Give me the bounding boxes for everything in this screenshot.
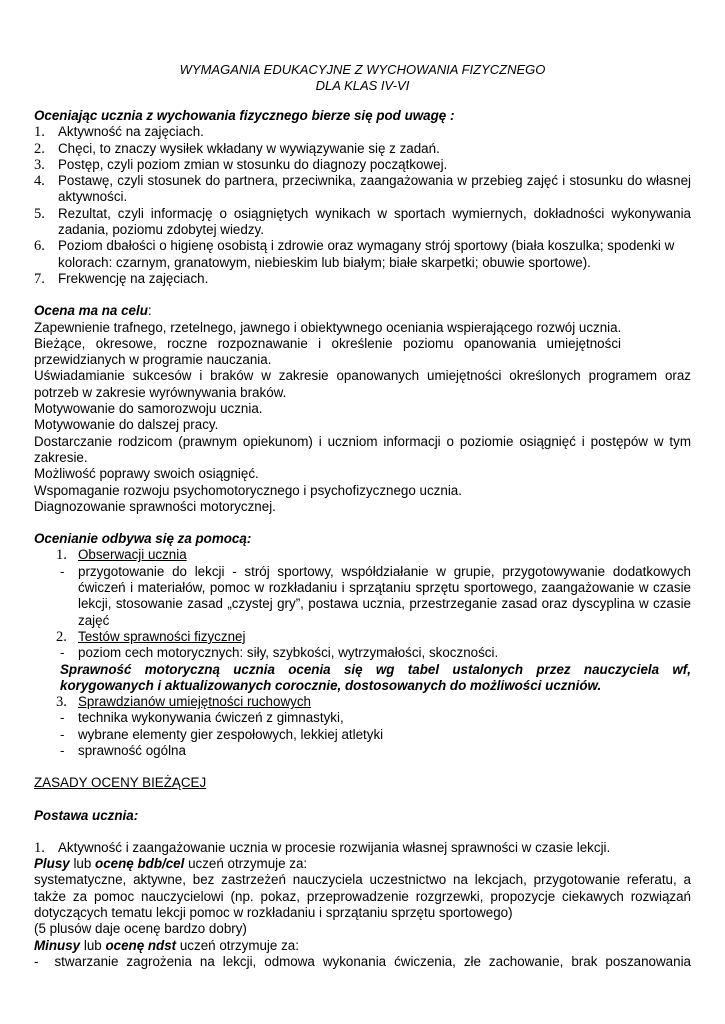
list-item: 3. Postęp, czyli poziom zmian w stosunku do diagnozy początkowej. <box>34 156 448 173</box>
section-goals-heading: Ocena ma na celu: <box>34 303 152 319</box>
goal-line: Uświadamianie sukcesów i braków w zakresie opanowanych umiejętności określonych programem oraz potrzeb w zakresie wyrównywania braków. <box>34 368 691 400</box>
section-methods-heading: Ocenianie odbywa się za pomocą: <box>34 531 252 547</box>
section-assessment-criteria-heading: Oceniając ucznia z wychowania fizycznego bierze się pod uwagę : <box>34 108 455 123</box>
list-item: 4. Postawę, czyli stosunek do partnera, przeciwnika, zaangażowania w przebieg zajęć i stosunku do własnej aktywności. <box>34 173 691 205</box>
document-title <box>34 62 691 94</box>
title-line-2: DLA KLAS IV-VI <box>315 78 410 93</box>
method-fitness-tests-detail: - poziom cech motorycznych: siły, szybkości, wytrzymałości, skoczności. <box>60 645 499 661</box>
minus-rule-heading: Minusy lub ocenę ndst uczeń otrzymuje za: <box>34 937 299 953</box>
goal-line: Motywowanie do samorozwoju ucznia. <box>34 401 263 417</box>
goal-line: Wspomaganie rozwoju psychomotorycznego i psychofizycznego ucznia. <box>34 482 462 498</box>
list-item: 2. Chęci, to znaczy wysiłek wkładany w wywiązywanie się z zadań. <box>34 140 440 157</box>
list-item: - technika wykonywania ćwiczeń z gimnastyki, <box>60 710 344 726</box>
goal-line: Bieżące, okresowe, roczne rozpoznawanie i określenie poziomu opanowania umiejętności przewidzianych w programie nauczania. <box>34 335 621 368</box>
fitness-note: Sprawność motoryczną ucznia ocenia się wg tabel ustalonych przez nauczyciela wf, korygowanych i aktualizowanych corocznie, dostosowanych do możliwości uczniów. <box>60 661 691 693</box>
attitude-item: 1. Aktywność i zaangażowanie ucznia w procesie rozwijania własnej sprawności w czasie lekcji. <box>34 839 611 856</box>
plus-rule-heading: Plusy lub ocenę bdb/cel uczeń otrzymuje za: <box>34 856 308 872</box>
method-fitness-tests: 2. Testów sprawności fizycznej <box>56 628 246 645</box>
goal-line: Diagnozowanie sprawności motorycznej. <box>34 498 276 514</box>
method-skill-tests: 3. Sprawdzianów umiejętności ruchowych <box>56 694 311 711</box>
student-attitude-heading: Postawa ucznia: <box>34 807 139 823</box>
document-page <box>34 62 691 970</box>
method-observation: 1. Obserwacji ucznia <box>56 547 187 564</box>
method-observation-detail: - przygotowanie do lekcji - strój sportowy, współdziałanie w grupie, przygotowywanie dodatkowych ćwiczeń i materiałów, pomoc w rozkładaniu i sprzątaniu sprzętu sportowego, zaangażowanie w czasie lekcji, stosowanie zasad „czystej gry”, postawa ucznia, przestrzeganie zasad oraz dyscyplina w czasie zajęć <box>60 563 691 628</box>
list-item: 7. Frekwencję na zajęciach. <box>34 270 209 287</box>
goal-line: Możliwość poprawy swoich osiągnięć. <box>34 466 259 482</box>
plus-rule-text: systematyczne, aktywne, bez zastrzeżeń nauczyciela uczestnictwo na lekcjach, przygotowanie referatu, a także za pomoc nauczycielowi (np. pokaz, przeprowadzenie rozgrzewki, propozycje ciekawych rozwiązań dotyczących tematu lekcji pomoc w rozkładaniu i sprzątaniu sprzętu sportowego) <box>34 872 691 921</box>
title-line-1: WYMAGANIA EDUKACYJNE Z WYCHOWANIA FIZYCZNEGO <box>179 62 546 77</box>
assessment-criteria-list <box>34 124 691 287</box>
goal-line: Motywowanie do dalszej pracy. <box>34 417 219 433</box>
list-item: 6. Poziom dbałości o higienę osobistą i zdrowie oraz wymagany strój sportowy (biała koszulka; spodenki w kolorach: czarnym, granatowym, niebieskim lub białym; białe skarpetki; obuwie sportowe). <box>34 238 675 270</box>
list-item: 1. Aktywność na zajęciach. <box>34 124 204 141</box>
goals-text <box>34 320 691 516</box>
goal-line: Dostarczanie rodzicom (prawnym opiekunom) i uczniom informacji o poziomie osiągnięć i postępów w tym zakresie. <box>34 433 691 465</box>
minus-rule-text: - stwarzanie zagrożenia na lekcji, odmowa wykonania ćwiczenia, złe zachowanie, brak poszanowania <box>34 953 691 969</box>
section-current-grading-heading: ZASADY OCENY BIEŻĄCEJ <box>34 775 207 791</box>
list-item: - wybrane elementy gier zespołowych, lekkiej atletyki <box>60 726 384 742</box>
plus-rule-note: (5 plusów daje ocenę bardzo dobry) <box>34 921 247 937</box>
list-item: 5. Rezultat, czyli informację o osiągniętych wynikach w sportach wymiernych, dokładności wykonywania zadania, poziomu zdobytej wiedzy. <box>34 205 691 238</box>
list-item: - sprawność ogólna <box>60 742 186 758</box>
goal-line: Zapewnienie trafnego, rzetelnego, jawnego i obiektywnego oceniania wspierającego rozwój ucznia. <box>34 319 622 335</box>
